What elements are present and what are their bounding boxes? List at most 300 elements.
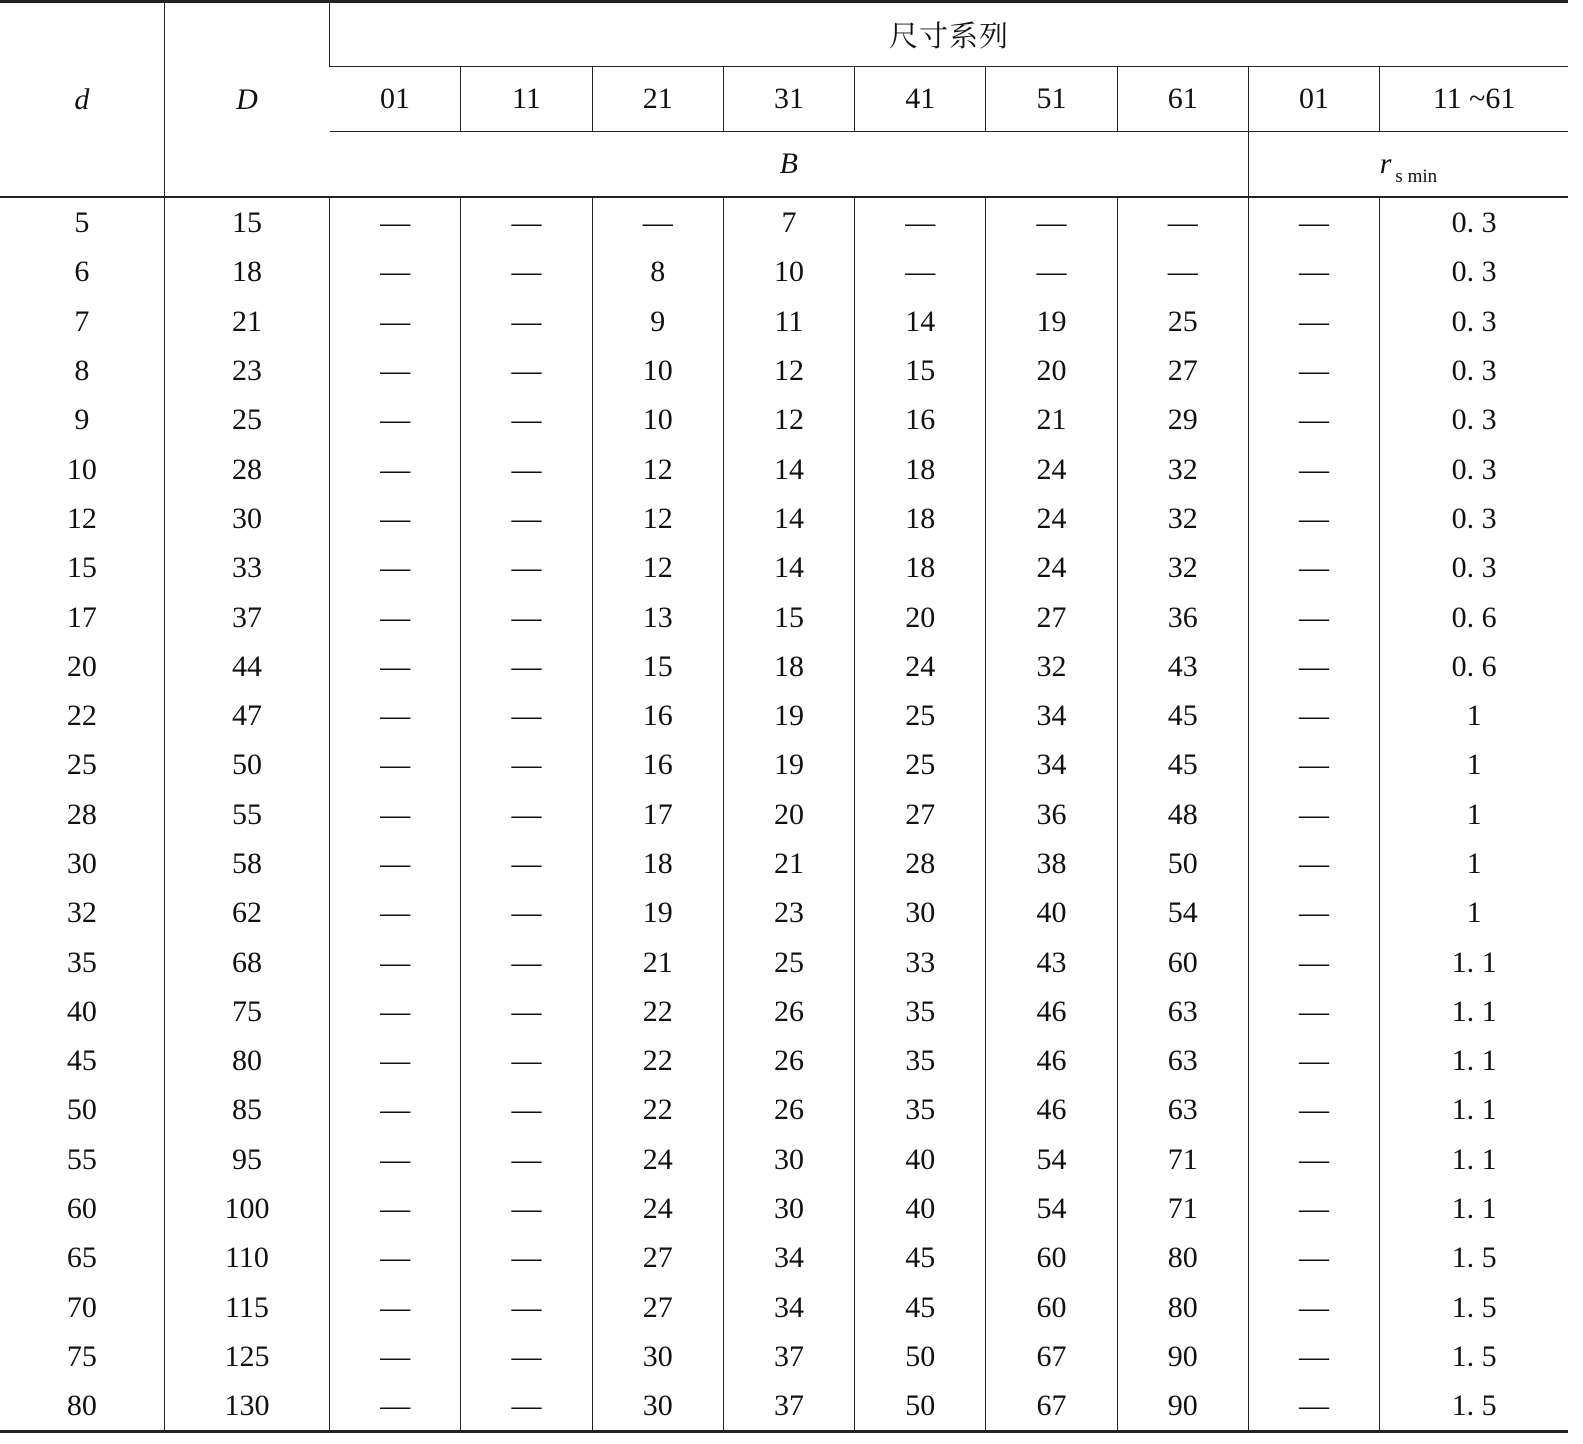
table-cell: 30	[592, 1381, 723, 1432]
table-cell: 11	[723, 297, 854, 346]
table-header	[0, 2, 1568, 198]
table-cell: 40	[855, 1135, 986, 1184]
table-cell: 0. 3	[1380, 444, 1568, 493]
table-cell: 7	[74, 304, 90, 338]
header-size-series: 尺寸系列	[330, 2, 1568, 67]
table-cell: 8	[592, 247, 723, 296]
table-cell: 46	[986, 1036, 1117, 1085]
table-cell: —	[461, 1036, 592, 1085]
table-cell: 17	[66, 600, 97, 634]
table-cell: 45	[855, 1233, 986, 1282]
table-cell: —	[1248, 1135, 1379, 1184]
table-cell: —	[1248, 1184, 1379, 1233]
table-cell: 80	[1117, 1233, 1248, 1282]
table-cell: 14	[723, 444, 854, 493]
table-cell: 36	[1117, 592, 1248, 641]
table-cell: 21	[592, 937, 723, 986]
table-cell: 62	[164, 888, 329, 937]
table-cell: 36	[986, 790, 1117, 839]
series-col: 01	[1248, 67, 1379, 132]
table-cell: 0. 3	[1380, 543, 1568, 592]
table-cell: 10	[723, 247, 854, 296]
table-cell: —	[461, 839, 592, 888]
table-cell: 35	[66, 945, 97, 979]
header-d: d	[0, 2, 164, 198]
table-row	[0, 1332, 1568, 1381]
table-cell: 0. 6	[1380, 592, 1568, 641]
table-cell: 22	[66, 699, 97, 733]
table-cell: 18	[592, 839, 723, 888]
table-cell: 0. 6	[1380, 642, 1568, 691]
table-cell: 50	[164, 740, 329, 789]
table-cell: 40	[986, 888, 1117, 937]
table-row	[0, 1233, 1568, 1282]
table-cell: 50	[1117, 839, 1248, 888]
table-cell: 19	[592, 888, 723, 937]
table-row	[0, 346, 1568, 395]
table-cell: 110	[164, 1233, 329, 1282]
table-cell: 21	[164, 297, 329, 346]
table-cell: 40	[66, 994, 97, 1028]
table-cell: 30	[164, 494, 329, 543]
table-row	[0, 642, 1568, 691]
table-row	[0, 839, 1568, 888]
table-cell: 34	[986, 691, 1117, 740]
table-cell: 55	[66, 1142, 97, 1176]
table-cell: 24	[855, 642, 986, 691]
table-cell: —	[1248, 1085, 1379, 1134]
table-cell: 22	[592, 987, 723, 1036]
table-cell: 1	[1380, 691, 1568, 740]
table-cell: 58	[164, 839, 329, 888]
table-cell: —	[461, 395, 592, 444]
table-cell: —	[1248, 1332, 1379, 1381]
table-row	[0, 1381, 1568, 1432]
table-cell: 21	[723, 839, 854, 888]
table-cell: —	[461, 543, 592, 592]
table-cell: —	[330, 297, 461, 346]
table-cell: —	[1248, 297, 1379, 346]
table-cell: 27	[986, 592, 1117, 641]
table-cell: 63	[1117, 1085, 1248, 1134]
table-cell: 30	[592, 1332, 723, 1381]
table-cell: 0. 3	[1380, 395, 1568, 444]
table-cell: 26	[723, 1036, 854, 1085]
table-cell: 10	[66, 452, 97, 486]
table-cell: 14	[855, 297, 986, 346]
table-cell: —	[986, 247, 1117, 296]
table-cell: 16	[592, 691, 723, 740]
table-cell: —	[1117, 247, 1248, 296]
table-cell: 37	[723, 1381, 854, 1432]
table-cell: 15	[855, 346, 986, 395]
table-cell: 1	[1380, 740, 1568, 789]
table-cell: —	[461, 1184, 592, 1233]
table-cell: —	[461, 1233, 592, 1282]
table-cell: —	[330, 197, 461, 247]
table-cell: 17	[592, 790, 723, 839]
table-cell: 32	[1117, 543, 1248, 592]
table-cell: —	[330, 1184, 461, 1233]
table-cell: 45	[1117, 691, 1248, 740]
table-cell: 28	[855, 839, 986, 888]
table-cell: 63	[1117, 987, 1248, 1036]
table-cell: 15	[164, 197, 329, 247]
table-cell: —	[461, 1085, 592, 1134]
table-cell: 45	[1117, 740, 1248, 789]
table-cell: 32	[986, 642, 1117, 691]
table-cell: —	[330, 1135, 461, 1184]
table-cell: 24	[986, 444, 1117, 493]
table-cell: 34	[723, 1233, 854, 1282]
table-cell: 24	[592, 1135, 723, 1184]
table-cell: —	[1248, 543, 1379, 592]
table-cell: 19	[723, 691, 854, 740]
table-cell: 85	[164, 1085, 329, 1134]
table-cell: 63	[1117, 1036, 1248, 1085]
table-cell: 50	[66, 1093, 97, 1127]
table-cell: 35	[855, 1036, 986, 1085]
table-cell: 16	[592, 740, 723, 789]
table-cell: 43	[1117, 642, 1248, 691]
table-cell: 0. 3	[1380, 494, 1568, 543]
table-cell: 1. 5	[1380, 1233, 1568, 1282]
table-cell: —	[1248, 642, 1379, 691]
table-cell: 90	[1117, 1332, 1248, 1381]
table-cell: —	[330, 790, 461, 839]
table-cell: 27	[592, 1283, 723, 1332]
table-cell: 16	[855, 395, 986, 444]
table-cell: 1. 5	[1380, 1283, 1568, 1332]
table-cell: 80	[164, 1036, 329, 1085]
table-body	[0, 197, 1568, 1432]
table-row	[0, 1085, 1568, 1134]
table-cell: 19	[986, 297, 1117, 346]
series-col: 61	[1117, 67, 1248, 132]
table-cell: 30	[66, 847, 97, 880]
table-cell: 20	[855, 592, 986, 641]
table-cell: 0. 3	[1380, 346, 1568, 395]
table-cell: 20	[986, 346, 1117, 395]
table-cell: 47	[164, 691, 329, 740]
table-cell: 50	[855, 1332, 986, 1381]
table-cell: 43	[986, 937, 1117, 986]
table-cell: 1. 1	[1380, 1036, 1568, 1085]
table-cell: —	[461, 494, 592, 543]
table-cell: —	[330, 247, 461, 296]
table-cell: 12	[592, 543, 723, 592]
table-cell: —	[461, 247, 592, 296]
table-cell: 7	[723, 197, 854, 247]
table-cell: 28	[66, 797, 97, 831]
table-cell: 45	[855, 1283, 986, 1332]
table-cell: —	[986, 197, 1117, 247]
table-cell: —	[461, 1332, 592, 1381]
table-row	[0, 494, 1568, 543]
table-cell: 68	[164, 937, 329, 986]
table-cell: 10	[592, 395, 723, 444]
table-cell: 54	[1117, 888, 1248, 937]
table-cell: —	[461, 1381, 592, 1432]
table-cell: 48	[1117, 790, 1248, 839]
table-cell: 54	[986, 1135, 1117, 1184]
series-col: 41	[855, 67, 986, 132]
table-cell: 70	[66, 1290, 97, 1324]
table-cell: —	[461, 592, 592, 641]
r-subscript: s min	[1395, 166, 1438, 187]
table-cell: —	[330, 494, 461, 543]
table-cell: 37	[723, 1332, 854, 1381]
table-cell: —	[1248, 494, 1379, 543]
table-cell: 115	[164, 1283, 329, 1332]
table-cell: —	[1248, 395, 1379, 444]
table-cell: —	[1248, 592, 1379, 641]
table-cell: 10	[592, 346, 723, 395]
r-symbol: r	[1379, 147, 1392, 180]
table-cell: 95	[164, 1135, 329, 1184]
table-cell: 1	[1380, 790, 1568, 839]
table-cell: 54	[986, 1184, 1117, 1233]
table-cell: 1. 1	[1380, 1184, 1568, 1233]
table-cell: 13	[592, 592, 723, 641]
table-row	[0, 1283, 1568, 1332]
series-col: 01	[330, 67, 461, 132]
table-cell: —	[1248, 197, 1379, 247]
table-cell: 27	[855, 790, 986, 839]
table-cell: 19	[723, 740, 854, 789]
table-cell: 9	[592, 297, 723, 346]
table-cell: 25	[1117, 297, 1248, 346]
table-cell: —	[330, 592, 461, 641]
table-cell: —	[1248, 444, 1379, 493]
table-cell: —	[330, 1085, 461, 1134]
table-cell: —	[330, 395, 461, 444]
table-cell: 38	[986, 839, 1117, 888]
table-cell: —	[461, 642, 592, 691]
table-cell: 65	[66, 1241, 97, 1275]
table-cell: —	[1248, 346, 1379, 395]
table-cell: —	[1248, 740, 1379, 789]
table-cell: 27	[1117, 346, 1248, 395]
table-cell: 34	[723, 1283, 854, 1332]
table-cell: —	[461, 444, 592, 493]
table-cell: —	[461, 691, 592, 740]
series-col: 21	[592, 67, 723, 132]
table-cell: —	[1248, 790, 1379, 839]
table-row	[0, 790, 1568, 839]
table-cell: 37	[164, 592, 329, 641]
table-cell: 1. 5	[1380, 1381, 1568, 1432]
table-cell: 0. 3	[1380, 247, 1568, 296]
table-cell: 21	[986, 395, 1117, 444]
table-cell: 15	[66, 551, 97, 585]
table-cell: —	[1248, 937, 1379, 986]
table-cell: 33	[164, 543, 329, 592]
table-cell: 44	[164, 642, 329, 691]
header-D: D	[164, 2, 329, 198]
table-cell: 60	[1117, 937, 1248, 986]
table-row	[0, 1184, 1568, 1233]
table-cell: —	[330, 1283, 461, 1332]
table-cell: 60	[66, 1192, 97, 1226]
table-cell: 25	[855, 740, 986, 789]
table-cell: —	[330, 888, 461, 937]
table-cell: 26	[723, 987, 854, 1036]
table-cell: 15	[592, 642, 723, 691]
table-cell: 12	[723, 395, 854, 444]
table-cell: —	[461, 1283, 592, 1332]
table-cell: —	[1248, 839, 1379, 888]
table-cell: —	[1248, 1036, 1379, 1085]
table-cell: —	[330, 987, 461, 1036]
table-cell: 50	[855, 1381, 986, 1432]
table-cell: 25	[723, 937, 854, 986]
table-cell: 9	[74, 403, 90, 437]
table-cell: —	[330, 543, 461, 592]
table-cell: 32	[1117, 494, 1248, 543]
table-cell: —	[1248, 691, 1379, 740]
table-row	[0, 888, 1568, 937]
table-cell: —	[330, 1381, 461, 1432]
table-cell: —	[461, 297, 592, 346]
table-cell: 130	[164, 1381, 329, 1432]
table-cell: 18	[164, 247, 329, 296]
table-cell: 60	[986, 1283, 1117, 1332]
table-row	[0, 444, 1568, 493]
table-row	[0, 543, 1568, 592]
table-row	[0, 1135, 1568, 1184]
table-cell: 8	[74, 354, 90, 388]
table-cell: 14	[723, 494, 854, 543]
table-cell: 35	[855, 987, 986, 1036]
table-cell: 29	[1117, 395, 1248, 444]
table-cell: —	[1248, 1283, 1379, 1332]
table-cell: 0. 3	[1380, 197, 1568, 247]
table-cell: —	[1248, 247, 1379, 296]
table-cell: 12	[592, 444, 723, 493]
table-cell: 22	[592, 1036, 723, 1085]
table-cell: 12	[723, 346, 854, 395]
table-cell: 6	[74, 255, 90, 289]
table-cell: 18	[723, 642, 854, 691]
table-cell: 27	[592, 1233, 723, 1282]
table-cell: —	[1248, 987, 1379, 1036]
table-cell: 67	[986, 1381, 1117, 1432]
table-cell: 35	[855, 1085, 986, 1134]
table-cell: —	[461, 346, 592, 395]
table-cell: —	[330, 1036, 461, 1085]
table-cell: —	[1248, 1233, 1379, 1282]
header-r-smin	[1248, 132, 1568, 198]
table-cell: —	[461, 1135, 592, 1184]
table-cell: —	[330, 839, 461, 888]
header-B: B	[330, 132, 1249, 198]
table-cell: 12	[66, 501, 97, 535]
table-cell: 14	[723, 543, 854, 592]
table-cell: 26	[723, 1085, 854, 1134]
table-cell: 25	[66, 748, 97, 782]
table-cell: 25	[855, 691, 986, 740]
table-cell: 32	[1117, 444, 1248, 493]
table-cell: —	[855, 197, 986, 247]
table-cell: —	[855, 247, 986, 296]
table-cell: 60	[986, 1233, 1117, 1282]
table-cell: 45	[66, 1044, 97, 1078]
table-cell: 24	[986, 543, 1117, 592]
table-cell: —	[330, 1332, 461, 1381]
table-cell: 90	[1117, 1381, 1248, 1432]
table-cell: —	[461, 987, 592, 1036]
table-cell: 34	[986, 740, 1117, 789]
table-row	[0, 987, 1568, 1036]
table-row	[0, 197, 1568, 247]
table-cell: 67	[986, 1332, 1117, 1381]
table-cell: 40	[855, 1184, 986, 1233]
table-cell: —	[1117, 197, 1248, 247]
table-cell: —	[461, 790, 592, 839]
table-cell: 55	[164, 790, 329, 839]
table-row	[0, 247, 1568, 296]
table-cell: —	[330, 691, 461, 740]
table-cell: —	[461, 888, 592, 937]
series-col: 11 ~61	[1380, 67, 1568, 132]
table-cell: —	[1248, 888, 1379, 937]
table-cell: 15	[723, 592, 854, 641]
table-row	[0, 1036, 1568, 1085]
table-cell: 71	[1117, 1135, 1248, 1184]
table-cell: —	[330, 937, 461, 986]
table-cell: 24	[986, 494, 1117, 543]
table-cell: —	[461, 937, 592, 986]
table-cell: 18	[855, 494, 986, 543]
table-cell: —	[1248, 1381, 1379, 1432]
table-cell: 1. 1	[1380, 987, 1568, 1036]
table-cell: —	[330, 444, 461, 493]
table-cell: 22	[592, 1085, 723, 1134]
table-cell: 1. 1	[1380, 1085, 1568, 1134]
table-cell: 18	[855, 543, 986, 592]
table-cell: 30	[723, 1184, 854, 1233]
table-cell: 30	[723, 1135, 854, 1184]
table-cell: 28	[164, 444, 329, 493]
table-cell: —	[330, 740, 461, 789]
table-cell: 1	[1380, 888, 1568, 937]
table-cell: 20	[66, 649, 97, 683]
table-cell: 0. 3	[1380, 297, 1568, 346]
table-cell: 80	[1117, 1283, 1248, 1332]
table-cell: 80	[0, 1381, 164, 1432]
table-cell: —	[330, 1233, 461, 1282]
series-col: 51	[986, 67, 1117, 132]
table-cell: 75	[66, 1339, 97, 1373]
table-cell: 71	[1117, 1184, 1248, 1233]
table-row	[0, 937, 1568, 986]
table-cell: —	[461, 197, 592, 247]
series-col: 11	[461, 67, 592, 132]
table-row	[0, 297, 1568, 346]
table-cell: 46	[986, 987, 1117, 1036]
series-col: 31	[723, 67, 854, 132]
table-cell: 1	[1380, 839, 1568, 888]
table-cell: 12	[592, 494, 723, 543]
table-row	[0, 691, 1568, 740]
table-cell: 25	[164, 395, 329, 444]
table-cell: 75	[164, 987, 329, 1036]
table-cell: 20	[723, 790, 854, 839]
table-cell: —	[592, 197, 723, 247]
table-cell: 18	[855, 444, 986, 493]
table-cell: 125	[164, 1332, 329, 1381]
